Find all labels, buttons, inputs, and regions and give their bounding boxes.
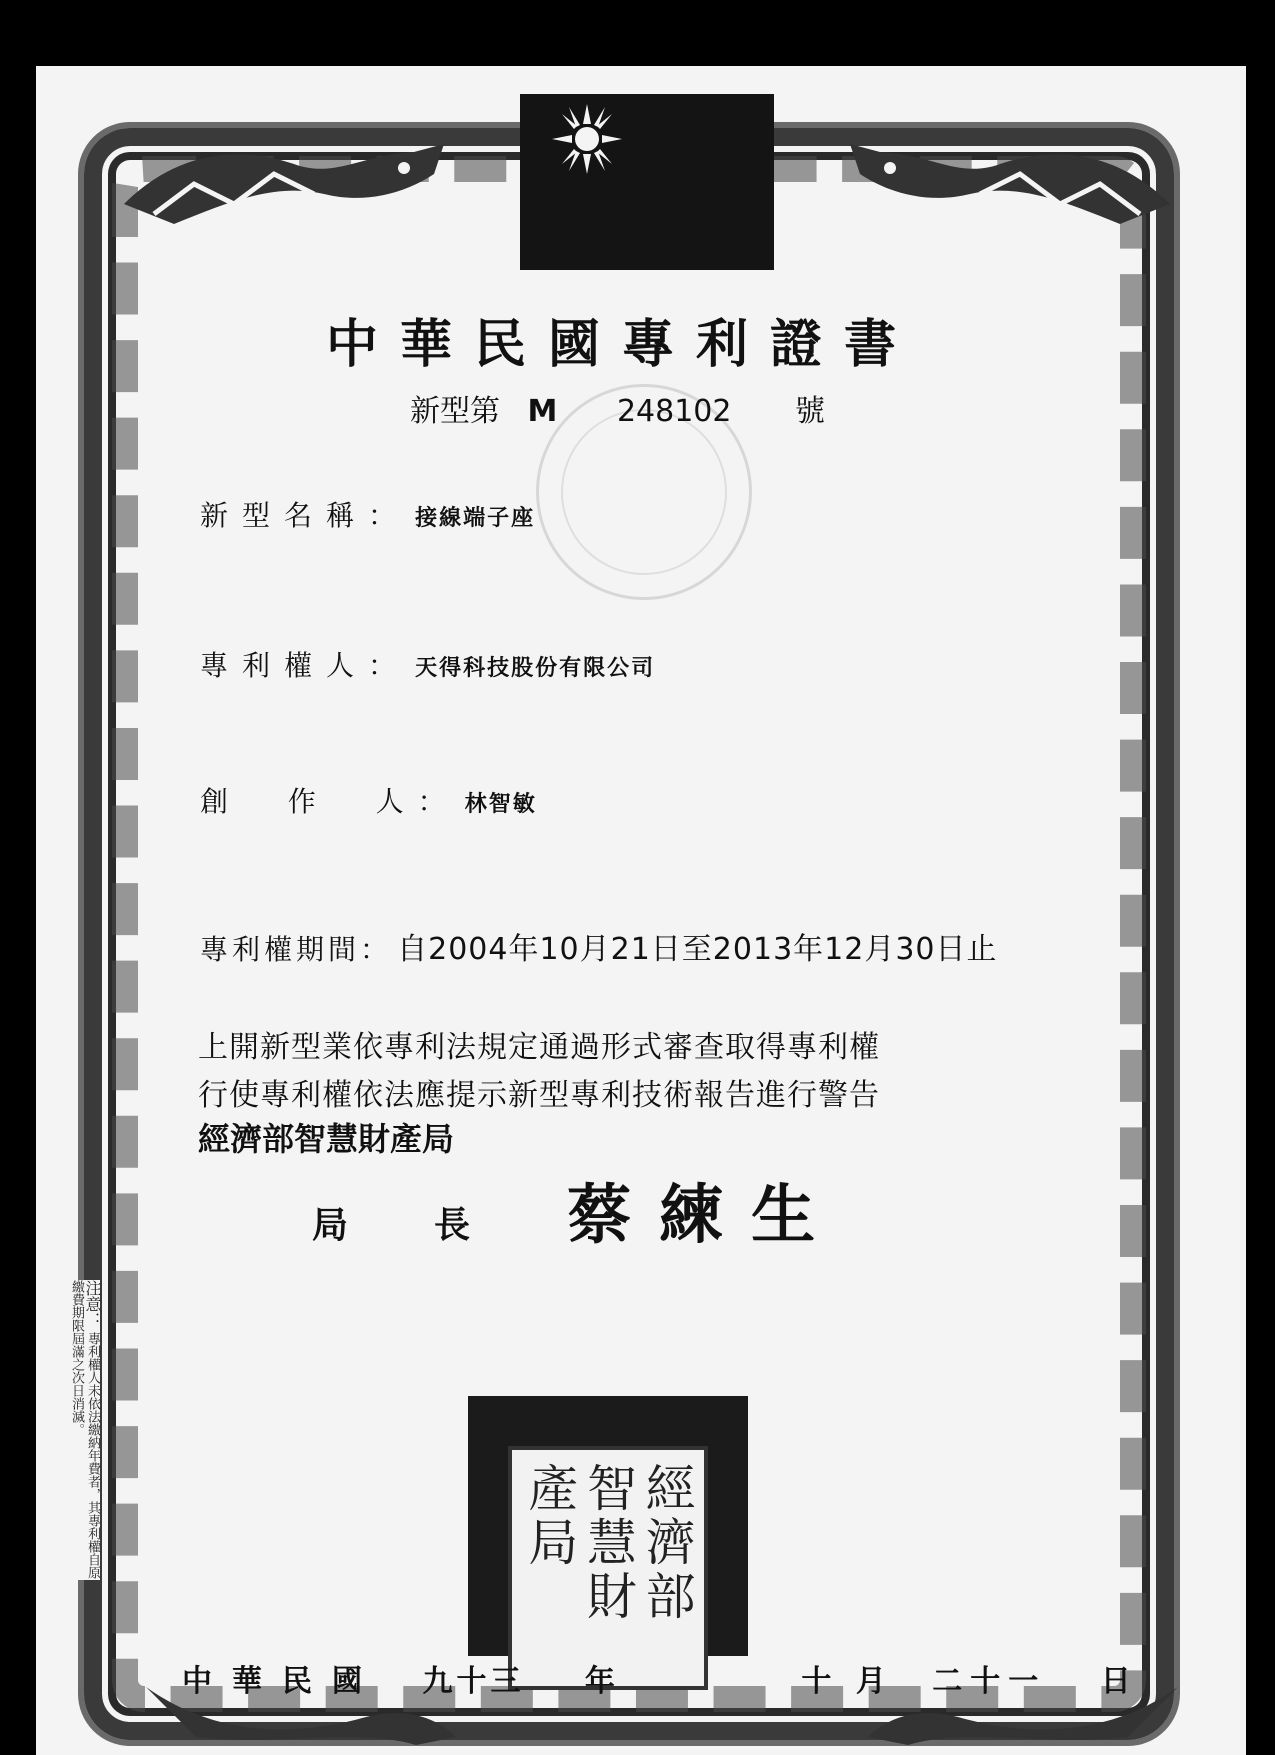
field-creator [200,780,537,820]
dragon-ornament-top-left [114,134,454,230]
number-series: M [527,394,558,429]
white-sun-icon [552,104,622,174]
statement [198,1024,880,1120]
date-month-unit: 月 [855,1664,886,1699]
field-label: 專利權人： [200,649,411,682]
certificate-number [410,386,825,430]
notice [40,1280,100,1580]
director-signature [312,1164,843,1256]
certificate-sheet [36,66,1246,1755]
notice-text: 專利權人未依法繳納年費者，其專利權自原繳費期限屆滿之次日消滅。 [69,1280,100,1580]
field-value: 接線端子座 [415,506,536,531]
date-month: 十 [801,1664,836,1699]
field-utility-model-name [200,494,535,534]
director-name: 蔡練生 [567,1178,844,1253]
field-patentee [200,644,655,684]
date-year-unit: 年 [584,1664,615,1699]
date-day-unit: 日 [1100,1664,1131,1699]
field-label: 創 作 人： [200,785,460,818]
statement-line: 上開新型業依專利法規定通過形式審查取得專利權 [198,1030,880,1065]
field-label: 新型名稱： [200,499,411,532]
field-label: 專利權期間： [200,933,393,966]
official-seal [508,1446,708,1690]
director-title: 局長 [312,1205,557,1246]
field-patent-term [200,924,998,968]
field-value: 自2004年10月21日至2013年12月30日止 [397,932,998,967]
number-value: 248102 [616,394,732,429]
issuing-agency: 經濟部智慧財產局 [198,1120,455,1158]
dragon-ornament-top-right [840,134,1180,230]
field-value: 林智敏 [464,792,537,817]
number-prefix: 新型第 [410,394,500,429]
seal-column: 產局 [520,1462,579,1570]
seal-column: 經濟部 [637,1462,696,1624]
field-value: 天得科技股份有限公司 [415,656,656,681]
seal-column: 智慧財 [578,1462,637,1624]
notice-heading: 注意： [83,1280,102,1328]
date-year: 九十三 [422,1664,525,1699]
issue-date [182,1656,1131,1700]
certificate-title: 中華民國專利證書 [326,315,919,375]
date-day: 二十一 [932,1664,1047,1699]
date-era: 中華民國 [182,1664,382,1699]
national-flag [520,94,774,270]
statement-line: 行使專利權依法應提示新型專利技術報告進行警告 [198,1078,880,1113]
number-suffix: 號 [795,394,826,429]
